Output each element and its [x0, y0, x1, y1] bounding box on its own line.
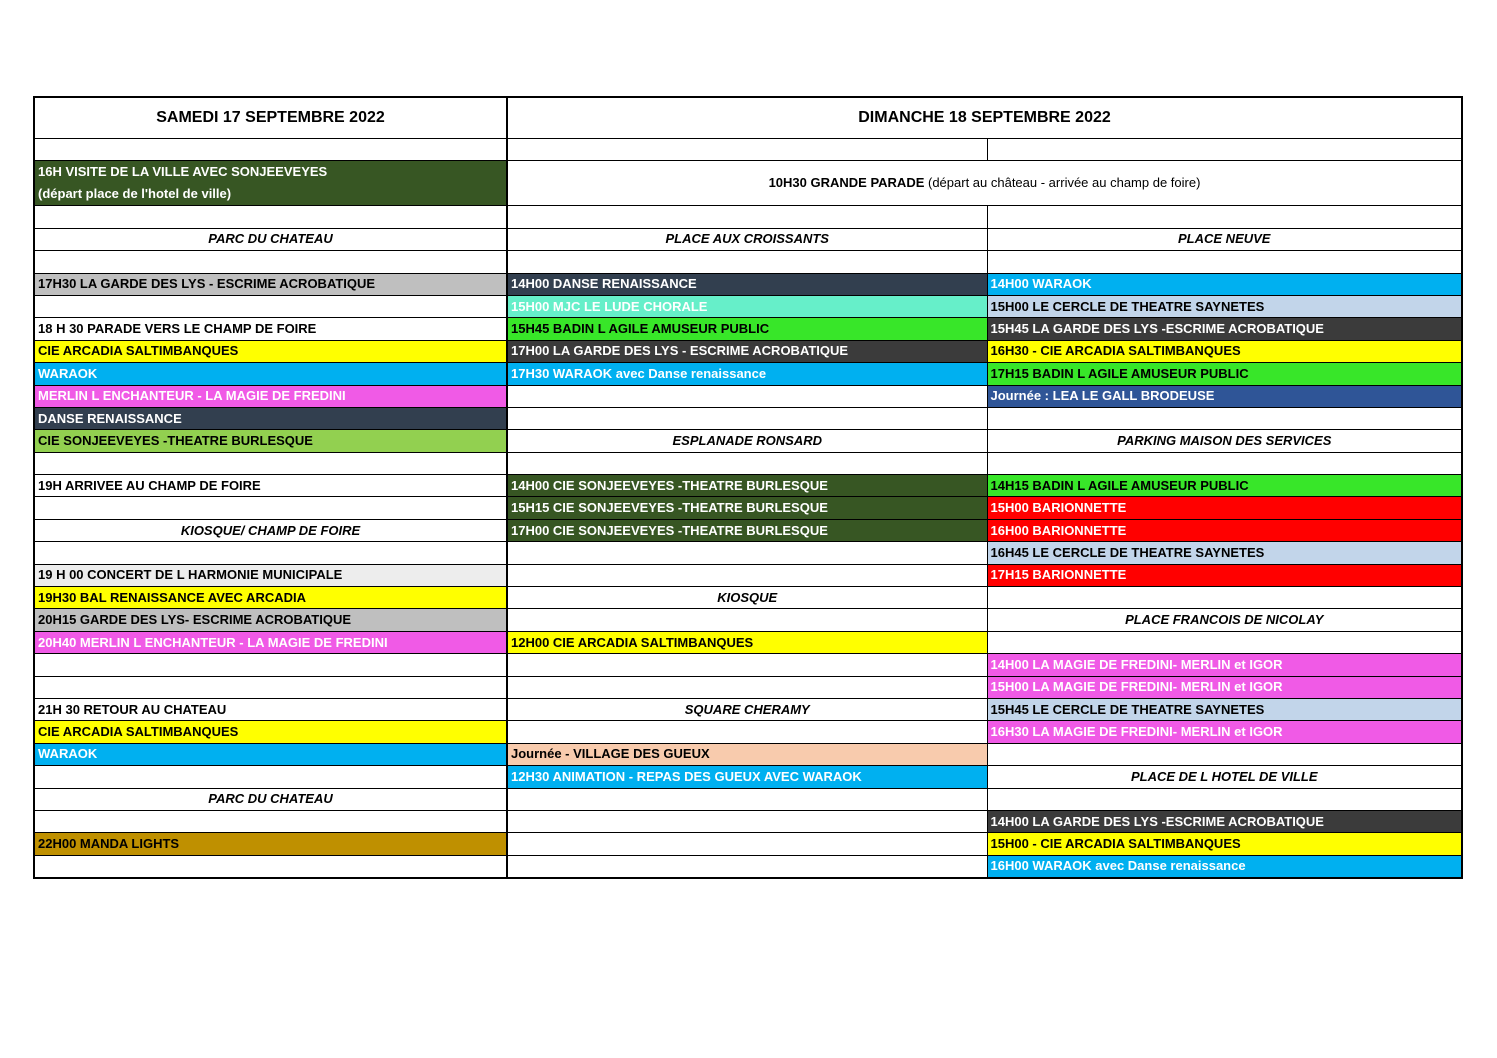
event-cell: 16H30 - CIE ARCADIA SALTIMBANQUES — [987, 340, 1462, 362]
empty-cell — [34, 654, 507, 676]
event-cell: 16H30 LA MAGIE DE FREDINI- MERLIN et IGOR — [987, 721, 1462, 743]
city-visit-line1: 16H VISITE DE LA VILLE AVEC SONJEEVEYES — [38, 164, 328, 180]
event-cell: DANSE RENAISSANCE — [34, 407, 507, 429]
event-cell: 17H30 LA GARDE DES LYS - ESCRIME ACROBATIQUE — [34, 273, 507, 295]
table-row — [34, 631, 1462, 653]
empty-cell — [34, 295, 507, 317]
table-row — [34, 855, 1462, 878]
empty-cell — [987, 743, 1462, 765]
table-row — [34, 430, 1462, 452]
table-row — [34, 475, 1462, 497]
event-cell: 19H30 BAL RENAISSANCE AVEC ARCADIA — [34, 587, 507, 609]
table-row — [34, 407, 1462, 429]
event-cell: WARAOK — [34, 743, 507, 765]
table-row — [34, 564, 1462, 586]
event-cell: 15H45 LE CERCLE DE THEATRE SAYNETES — [987, 698, 1462, 720]
empty-cell — [34, 452, 507, 474]
event-cell: 12H30 ANIMATION - REPAS DES GUEUX AVEC WARAOK — [507, 766, 987, 788]
table-row — [34, 676, 1462, 698]
empty-cell — [987, 587, 1462, 609]
location-parc-du-chateau: PARC DU CHATEAU — [34, 788, 507, 810]
location-square-cheramy: SQUARE CHERAMY — [507, 698, 987, 720]
event-cell: 15H45 BADIN L AGILE AMUSEUR PUBLIC — [507, 318, 987, 340]
location-kiosque: KIOSQUE — [507, 587, 987, 609]
table-row — [34, 810, 1462, 832]
empty-cell — [507, 609, 987, 631]
event-cell: 17H00 LA GARDE DES LYS - ESCRIME ACROBATIQUE — [507, 340, 987, 362]
event-cell: 19H ARRIVEE AU CHAMP DE FOIRE — [34, 475, 507, 497]
event-cell: 15H00 LA MAGIE DE FREDINI- MERLIN et IGOR — [987, 676, 1462, 698]
event-cell: 19 H 00 CONCERT DE L HARMONIE MUNICIPALE — [34, 564, 507, 586]
table-row — [34, 542, 1462, 564]
location-place-neuve: PLACE NEUVE — [987, 228, 1462, 250]
event-cell: 20H40 MERLIN L ENCHANTEUR - LA MAGIE DE FREDINI — [34, 631, 507, 653]
location-kiosque-champ-de-foire: KIOSQUE/ CHAMP DE FOIRE — [34, 519, 507, 541]
location-place-francois-de-nicolay: PLACE FRANCOIS DE NICOLAY — [987, 609, 1462, 631]
empty-cell — [507, 452, 987, 474]
sunday-header: DIMANCHE 18 SEPTEMBRE 2022 — [507, 97, 1462, 139]
event-cell: 16H45 LE CERCLE DE THEATRE SAYNETES — [987, 542, 1462, 564]
empty-cell — [507, 810, 987, 832]
table-row — [34, 206, 1462, 228]
event-cell: 17H15 BARIONNETTE — [987, 564, 1462, 586]
empty-cell — [34, 810, 507, 832]
table-row — [34, 654, 1462, 676]
table-row — [34, 97, 1462, 139]
location-place-de-l-hotel-de-ville: PLACE DE L HOTEL DE VILLE — [987, 766, 1462, 788]
event-cell: 14H00 CIE SONJEEVEYES -THEATRE BURLESQUE — [507, 475, 987, 497]
table-row — [34, 833, 1462, 855]
table-row — [34, 497, 1462, 519]
table-row — [34, 519, 1462, 541]
empty-cell — [507, 676, 987, 698]
empty-cell — [34, 139, 507, 161]
table-row — [34, 721, 1462, 743]
empty-cell — [987, 788, 1462, 810]
empty-cell — [34, 676, 507, 698]
table-row — [34, 766, 1462, 788]
table-row — [34, 273, 1462, 295]
location-parc-du-chateau: PARC DU CHATEAU — [34, 228, 507, 250]
empty-cell — [34, 542, 507, 564]
event-cell: 14H00 LA MAGIE DE FREDINI- MERLIN et IGOR — [987, 654, 1462, 676]
table-row — [34, 698, 1462, 720]
empty-cell — [507, 833, 987, 855]
event-cell: 15H00 - CIE ARCADIA SALTIMBANQUES — [987, 833, 1462, 855]
empty-cell — [507, 788, 987, 810]
empty-cell — [507, 251, 987, 273]
event-cell: 15H00 MJC LE LUDE CHORALE — [507, 295, 987, 317]
table-row — [34, 161, 1462, 206]
event-cell: 17H00 CIE SONJEEVEYES -THEATRE BURLESQUE — [507, 519, 987, 541]
event-cell: 18 H 30 PARADE VERS LE CHAMP DE FOIRE — [34, 318, 507, 340]
event-cell: 14H00 DANSE RENAISSANCE — [507, 273, 987, 295]
empty-cell — [987, 139, 1462, 161]
event-cell: 17H30 WARAOK avec Danse renaissance — [507, 363, 987, 385]
city-visit-cell — [34, 161, 507, 206]
saturday-header: SAMEDI 17 SEPTEMBRE 2022 — [34, 97, 507, 139]
table-row — [34, 139, 1462, 161]
empty-cell — [987, 631, 1462, 653]
empty-cell — [34, 855, 507, 878]
table-row — [34, 788, 1462, 810]
event-cell: 14H00 LA GARDE DES LYS -ESCRIME ACROBATIQUE — [987, 810, 1462, 832]
table-row — [34, 340, 1462, 362]
empty-cell — [507, 385, 987, 407]
table-row — [34, 609, 1462, 631]
event-cell: CIE SONJEEVEYES -THEATRE BURLESQUE — [34, 430, 507, 452]
location-esplanade-ronsard: ESPLANADE RONSARD — [507, 430, 987, 452]
empty-cell — [507, 542, 987, 564]
empty-cell — [507, 654, 987, 676]
table-row — [34, 318, 1462, 340]
event-cell: 15H45 LA GARDE DES LYS -ESCRIME ACROBATIQUE — [987, 318, 1462, 340]
table-row — [34, 295, 1462, 317]
event-cell: 16H00 BARIONNETTE — [987, 519, 1462, 541]
event-cell: 20H15 GARDE DES LYS- ESCRIME ACROBATIQUE — [34, 609, 507, 631]
event-cell: 15H00 BARIONNETTE — [987, 497, 1462, 519]
empty-cell — [987, 251, 1462, 273]
location-parking-maison-des-services: PARKING MAISON DES SERVICES — [987, 430, 1462, 452]
empty-cell — [34, 251, 507, 273]
event-cell: 22H00 MANDA LIGHTS — [34, 833, 507, 855]
event-cell: 12H00 CIE ARCADIA SALTIMBANQUES — [507, 631, 987, 653]
event-cell: MERLIN L ENCHANTEUR - LA MAGIE DE FREDINI — [34, 385, 507, 407]
event-cell: 17H15 BADIN L AGILE AMUSEUR PUBLIC — [987, 363, 1462, 385]
table-row — [34, 228, 1462, 250]
table-row — [34, 251, 1462, 273]
empty-cell — [507, 407, 987, 429]
city-visit-line2: (départ place de l'hotel de ville) — [38, 186, 232, 202]
event-cell: 14H15 BADIN L AGILE AMUSEUR PUBLIC — [987, 475, 1462, 497]
event-cell: 21H 30 RETOUR AU CHATEAU — [34, 698, 507, 720]
table-row — [34, 743, 1462, 765]
schedule-table — [33, 96, 1463, 879]
event-cell: CIE ARCADIA SALTIMBANQUES — [34, 340, 507, 362]
event-cell: Journée : LEA LE GALL BRODEUSE — [987, 385, 1462, 407]
empty-cell — [987, 407, 1462, 429]
event-cell: 16H00 WARAOK avec Danse renaissance — [987, 855, 1462, 878]
empty-cell — [34, 206, 507, 228]
table-row — [34, 363, 1462, 385]
location-place-aux-croissants: PLACE AUX CROISSANTS — [507, 228, 987, 250]
event-cell: WARAOK — [34, 363, 507, 385]
empty-cell — [34, 497, 507, 519]
empty-cell — [507, 139, 987, 161]
table-row — [34, 385, 1462, 407]
empty-cell — [987, 452, 1462, 474]
grande-parade-cell — [507, 161, 1462, 206]
table-row — [34, 587, 1462, 609]
empty-cell — [507, 564, 987, 586]
empty-cell — [987, 206, 1462, 228]
grande-parade-title: 10H30 GRANDE PARADE — [768, 175, 925, 191]
table-row — [34, 452, 1462, 474]
event-cell: Journée - VILLAGE DES GUEUX — [507, 743, 987, 765]
empty-cell — [34, 766, 507, 788]
empty-cell — [507, 855, 987, 878]
grande-parade-route: (départ au château - arrivée au champ de foire) — [924, 175, 1201, 191]
empty-cell — [507, 206, 987, 228]
event-cell: 15H00 LE CERCLE DE THEATRE SAYNETES — [987, 295, 1462, 317]
event-cell: CIE ARCADIA SALTIMBANQUES — [34, 721, 507, 743]
event-cell: 14H00 WARAOK — [987, 273, 1462, 295]
empty-cell — [507, 721, 987, 743]
event-cell: 15H15 CIE SONJEEVEYES -THEATRE BURLESQUE — [507, 497, 987, 519]
